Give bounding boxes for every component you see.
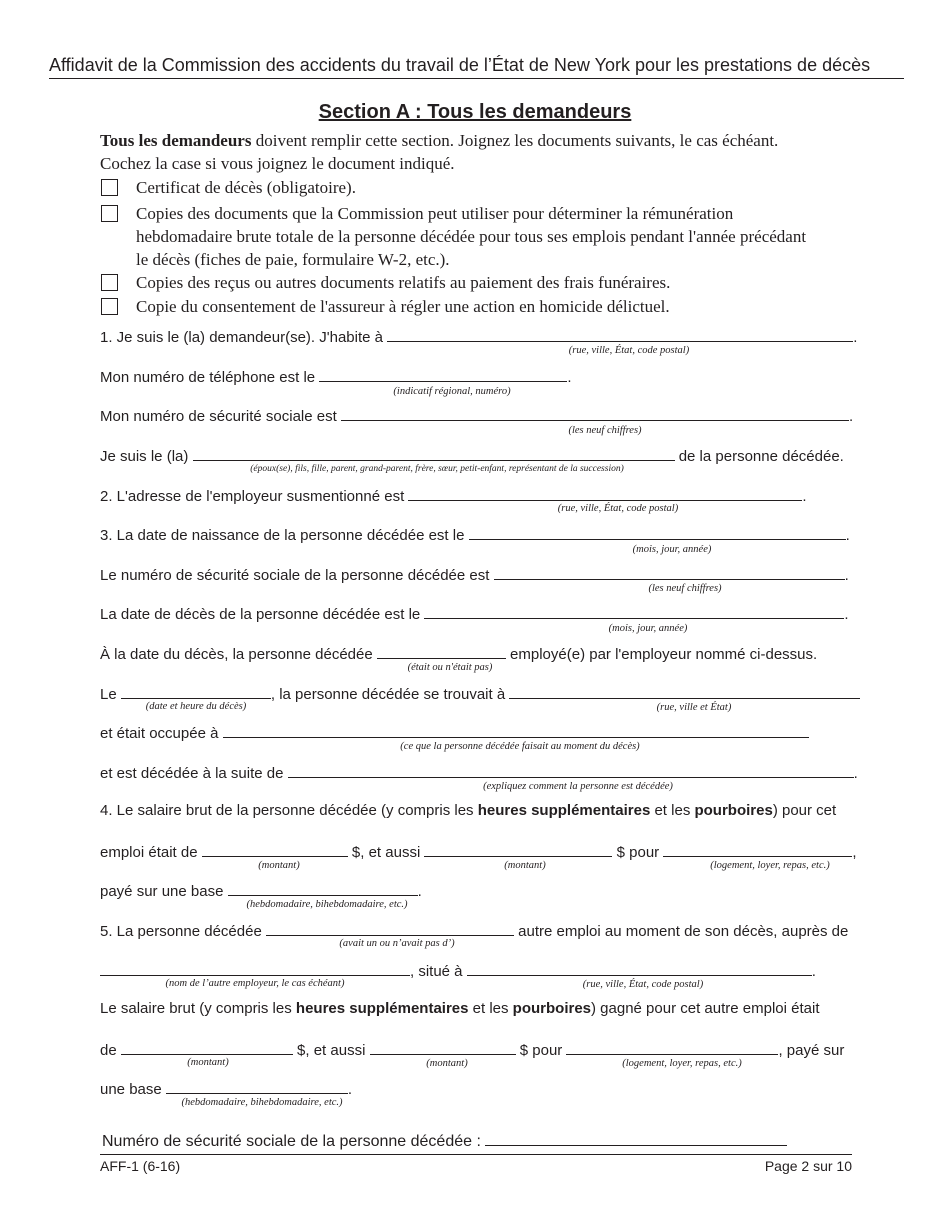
wage2-mid1: $, et aussi <box>297 1042 366 1059</box>
dssn-hint: (les neuf chiffres) <box>648 583 722 594</box>
occupied-label: et était occupée à <box>100 725 219 742</box>
occupied-row <box>100 723 809 742</box>
section-title: Section A : Tous les demandeurs <box>318 101 632 123</box>
death-datetime-field[interactable] <box>121 684 271 699</box>
wage-hint-1: (montant) <box>258 860 300 871</box>
checkbox-label-wage-3: le décès (fiches de paie, formulaire W-2, etc.). <box>136 250 450 269</box>
wage2-after: , payé sur <box>778 1042 845 1059</box>
death-location-field[interactable] <box>509 684 860 699</box>
basis2-hint: (hebdomadaire, bihebdomadaire, etc.) <box>181 1097 343 1108</box>
ssn-row: Mon numéro de sécurité sociale est . <box>100 408 854 425</box>
gross-text-a: Le salaire brut (y compris les <box>100 1000 296 1017</box>
q3-label: 3. La date de naissance de la personne décédée est le <box>100 527 465 544</box>
wage-hint-3: (logement, loyer, repas, etc.) <box>710 860 830 871</box>
checkbox-label-death-certificate: Certificat de décès (obligatoire). <box>136 178 356 197</box>
checkbox-label-wage-1: Copies des documents que la Commission peut utiliser pour déterminer la rémunération <box>136 204 734 223</box>
intro-rest: doivent remplir cette section. Joignez les documents suivants, le cas échéant. <box>251 131 779 150</box>
death-row: La date de décès de la personne décédée est le . <box>100 606 849 623</box>
occupied-hint: (ce que la personne décédée faisait au moment du décès) <box>400 741 640 752</box>
wage-extra-amount-field[interactable] <box>424 842 612 857</box>
checkbox-wage-documents[interactable] <box>101 205 118 222</box>
ssn-label: Mon numéro de sécurité sociale est <box>100 408 337 425</box>
employed-after: employé(e) par l'employeur nommé ci-dessus. <box>510 646 818 663</box>
other-employer-name-field[interactable] <box>100 961 410 976</box>
q4-text-e: ) pour cet <box>772 802 837 819</box>
phone-label: Mon numéro de téléphone est le <box>100 369 316 386</box>
q4-text-tips: pourboires <box>694 802 773 819</box>
wage-row: emploi était de $, et aussi $ pour , <box>100 844 857 861</box>
q4-text-c: et les <box>650 802 695 819</box>
footer-divider <box>100 1154 852 1155</box>
cause-label: et est décédée à la suite de <box>100 765 284 782</box>
q1-hint: (rue, ville, État, code postal) <box>568 345 690 356</box>
basis2-label: une base <box>100 1081 162 1098</box>
ssn-hint: (les neuf chiffres) <box>568 425 642 436</box>
page-number: Page 2 sur 10 <box>764 1158 852 1174</box>
q1-row: 1. Je suis le (la) demandeur(se). J'habite à . <box>100 329 858 346</box>
claimant-address-field[interactable] <box>387 327 853 342</box>
wage2-label: de <box>100 1042 117 1059</box>
phone-hint: (indicatif régional, numéro) <box>393 386 511 397</box>
other-employer-address-field[interactable] <box>467 961 812 976</box>
pay-basis-field[interactable] <box>228 881 418 896</box>
wage2-hint-1: (montant) <box>187 1057 229 1068</box>
claimant-ssn-field[interactable] <box>341 406 849 421</box>
location-label: Le <box>100 686 117 703</box>
q2-label: 2. L'adresse de l'employeur susmentionné est <box>100 488 405 505</box>
other-hint-1: (nom de l’autre employeur, le cas échéant) <box>165 978 345 989</box>
q4-text-a: 4. Le salaire brut de la personne décédée (y compris les <box>100 802 478 819</box>
other-pay-basis-field[interactable] <box>166 1079 348 1094</box>
checkbox-label-funeral: Copies des reçus ou autres documents relatifs au paiement des frais funéraires. <box>136 273 671 292</box>
dssn-label: Le numéro de sécurité sociale de la personne décédée est <box>100 567 490 584</box>
relation-hint: (époux(se), fils, fille, parent, grand-parent, frère, sœur, petit-enfant, représentant de la succession) <box>250 464 624 474</box>
checkbox-label-insurer: Copie du consentement de l'assureur à régler une action en homicide délictuel. <box>136 297 670 316</box>
wage-label: emploi était de <box>100 844 198 861</box>
q4-text-overtime: heures supplémentaires <box>477 802 651 819</box>
wage2-hint-3: (logement, loyer, repas, etc.) <box>622 1058 742 1069</box>
q5-after: autre emploi au moment de son décès, auprès de <box>518 923 849 940</box>
gross-text-overtime: heures supplémentaires <box>295 1000 469 1017</box>
other-wage-extra-amount-field[interactable] <box>370 1040 516 1055</box>
footer-ssn-label: Numéro de sécurité sociale de la personne décédée : <box>102 1133 481 1150</box>
q3-hint: (mois, jour, année) <box>632 544 712 555</box>
employer-address-field[interactable] <box>408 486 802 501</box>
q3-row: 3. La date de naissance de la personne décédée est le . <box>100 527 850 544</box>
intro-line-2: Cochez la case si vous joignez le document indiqué. <box>100 154 455 173</box>
form-id: AFF-1 (6-16) <box>100 1158 181 1174</box>
checkbox-insurer-consent[interactable] <box>101 298 118 315</box>
relation-after: de la personne décédée. <box>678 448 844 465</box>
wage-hint-2: (montant) <box>504 860 546 871</box>
other-mid: , situé à <box>410 963 463 980</box>
gross-row <box>100 1000 820 1017</box>
q2-row: 2. L'adresse de l'employeur susmentionné est . <box>100 488 807 505</box>
form-header-title: Affidavit de la Commission des accidents du travail de l’État de New York pour les prestations de décès <box>49 55 871 75</box>
footer-ssn-row <box>102 1130 787 1151</box>
employment-status-field[interactable] <box>377 644 506 659</box>
deceased-ssn-field[interactable] <box>494 565 845 580</box>
death-label: La date de décès de la personne décédée est le <box>100 606 421 623</box>
phone-field[interactable] <box>319 367 567 382</box>
footer-deceased-ssn-field[interactable] <box>485 1130 787 1146</box>
basis2-row: une base . <box>100 1081 353 1098</box>
gross-text-e: ) gagné pour cet autre emploi était <box>591 1000 820 1017</box>
q4-row <box>100 802 836 819</box>
header-divider <box>49 78 904 79</box>
other-row: , situé à . <box>100 961 816 980</box>
wage2-mid2: $ pour <box>519 1042 563 1059</box>
death-date-field[interactable] <box>424 604 844 619</box>
location-hint-2: (rue, ville et État) <box>656 702 732 713</box>
employed-label: À la date du décès, la personne décédée <box>100 646 373 663</box>
q2-hint: (rue, ville, État, code postal) <box>557 503 679 514</box>
intro-line-1 <box>100 131 778 151</box>
phone-row: Mon numéro de téléphone est le . <box>100 369 572 386</box>
gross-text-tips: pourboires <box>512 1000 592 1017</box>
relationship-field[interactable] <box>193 446 675 461</box>
wage-mid1: $, et aussi <box>351 844 421 861</box>
wage-amount-field[interactable] <box>202 842 348 857</box>
other-hint-2: (rue, ville, État, code postal) <box>582 979 704 990</box>
birth-date-field[interactable] <box>469 525 846 540</box>
q5-label: 5. La personne décédée <box>100 923 262 940</box>
basis-label: payé sur une base <box>100 883 224 900</box>
dssn-row: Le numéro de sécurité sociale de la personne décédée est . <box>100 567 849 584</box>
wage-extra-type-field[interactable] <box>663 842 852 857</box>
q5-hint: (avait un ou n’avait pas d’) <box>339 938 455 949</box>
gross-text-c: et les <box>468 1000 513 1017</box>
cause-of-death-field[interactable] <box>288 763 854 778</box>
employed-hint: (était ou n'était pas) <box>407 662 493 673</box>
cause-row: et est décédée à la suite de . <box>100 765 858 782</box>
activity-field[interactable] <box>223 723 809 738</box>
location-mid: , la personne décédée se trouvait à <box>270 686 506 703</box>
checkbox-label-wage-2: hebdomadaire brute totale de la personne décédée pour tous ses emplois pendant l'année précédant <box>136 227 807 246</box>
checkbox-death-certificate[interactable] <box>101 179 118 196</box>
checkbox-funeral-receipts[interactable] <box>101 274 118 291</box>
wage2-hint-2: (montant) <box>426 1058 468 1069</box>
wage-mid2: $ pour <box>616 844 660 861</box>
basis-row: payé sur une base . <box>100 883 422 900</box>
other-wage-amount-field[interactable] <box>121 1040 293 1055</box>
intro-bold: Tous les demandeurs <box>100 131 252 150</box>
employed-row <box>100 644 817 663</box>
relation-row <box>100 446 844 465</box>
q5-row <box>100 921 848 940</box>
basis-hint: (hebdomadaire, bihebdomadaire, etc.) <box>246 899 408 910</box>
relation-label: Je suis le (la) <box>100 448 189 465</box>
cause-hint: (expliquez comment la personne est décédée) <box>483 781 673 792</box>
other-wage-extra-type-field[interactable] <box>566 1040 778 1055</box>
death-hint: (mois, jour, année) <box>608 623 688 634</box>
other-employment-field[interactable] <box>266 921 514 936</box>
q1-label: 1. Je suis le (la) demandeur(se). J'habite à <box>100 329 384 346</box>
location-hint-1: (date et heure du décès) <box>145 701 247 712</box>
